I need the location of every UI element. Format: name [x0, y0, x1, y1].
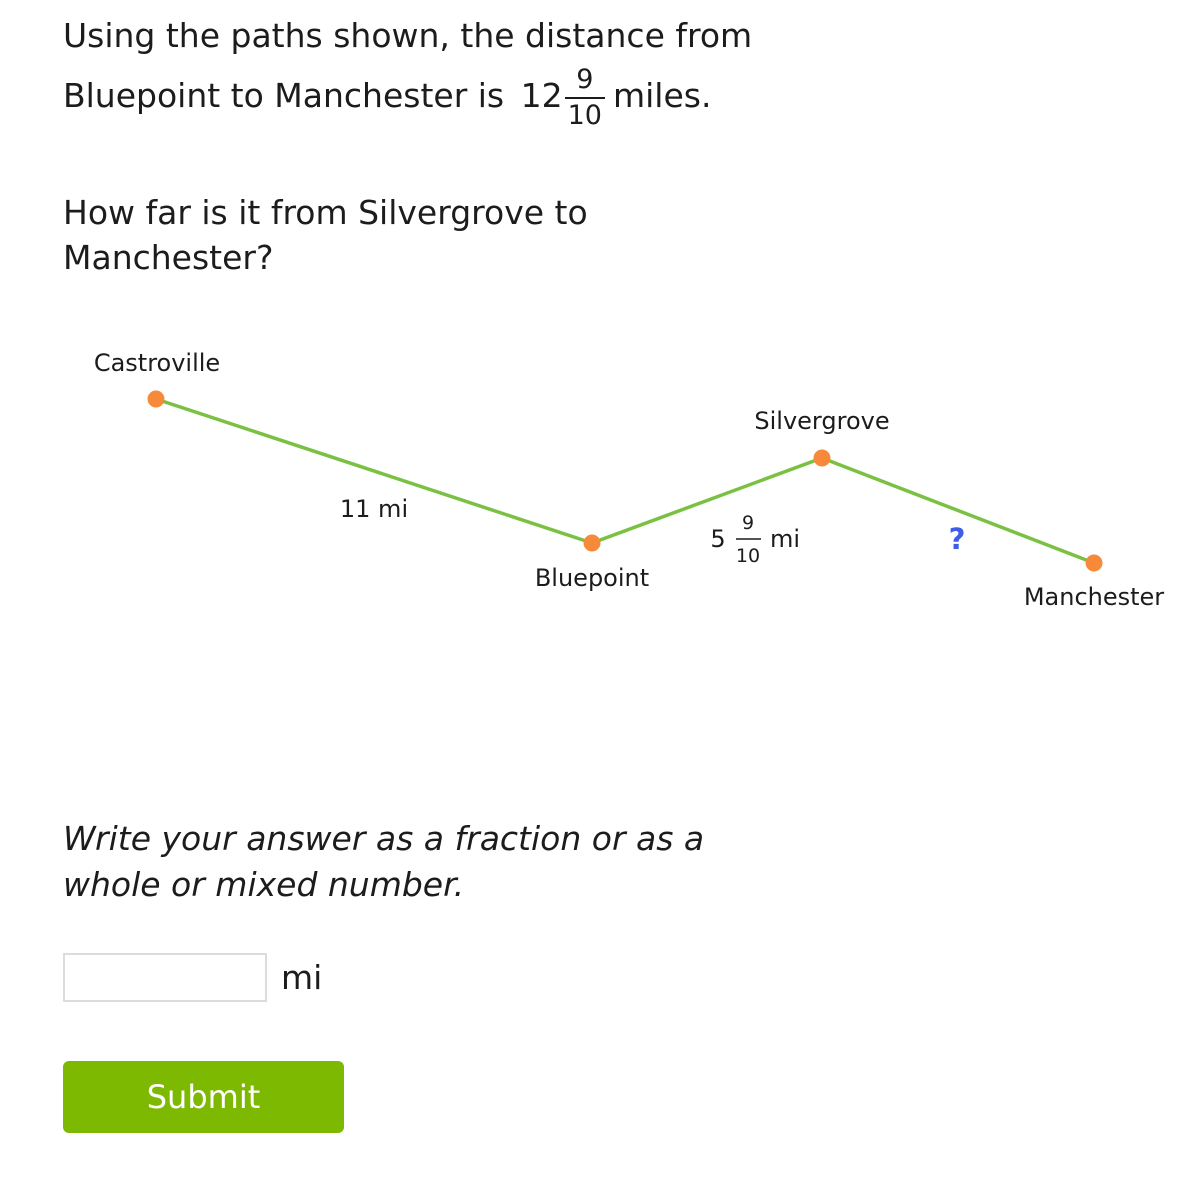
label-bluepoint: Bluepoint [534, 564, 650, 592]
ask-text-1: How far is it from Silvergrove to [63, 193, 588, 232]
distance-bs-unit: mi [770, 525, 801, 553]
submit-button[interactable]: Submit [63, 1061, 344, 1133]
question-text-2-suffix: miles. [612, 76, 712, 115]
answer-instructions [63, 816, 783, 908]
instructions-line-2: whole or mixed number. [63, 865, 465, 904]
answer-input[interactable] [63, 953, 267, 1002]
total-distance-whole: 12 [520, 76, 563, 115]
node-castroville [148, 391, 165, 408]
label-silvergrove: Silvergrove [754, 407, 890, 435]
ask-text-2: Manchester? [63, 238, 274, 277]
total-distance-numerator: 9 [565, 64, 605, 99]
label-castroville: Castroville [93, 349, 221, 377]
label-manchester: Manchester [1023, 583, 1165, 611]
instructions-line-1: Write your answer as a fraction or as a [63, 819, 705, 858]
node-bluepoint [584, 535, 601, 552]
question-text-1: Using the paths shown, the distance from [63, 16, 753, 55]
distance-bs-denominator: 10 [735, 545, 761, 567]
question-text-2-prefix: Bluepoint to Manchester is [63, 76, 505, 115]
distance-bs-numerator: 9 [741, 512, 755, 534]
total-distance-denominator: 10 [567, 100, 602, 131]
answer-unit: mi [281, 958, 323, 997]
distance-bs-whole: 5 [710, 525, 726, 553]
node-manchester [1086, 555, 1103, 572]
distance-castroville-bluepoint: 11 mi [339, 495, 409, 523]
node-silvergrove [814, 450, 831, 467]
unknown-distance-marker: ? [948, 522, 966, 556]
distance-bluepoint-silvergrove [710, 512, 800, 567]
